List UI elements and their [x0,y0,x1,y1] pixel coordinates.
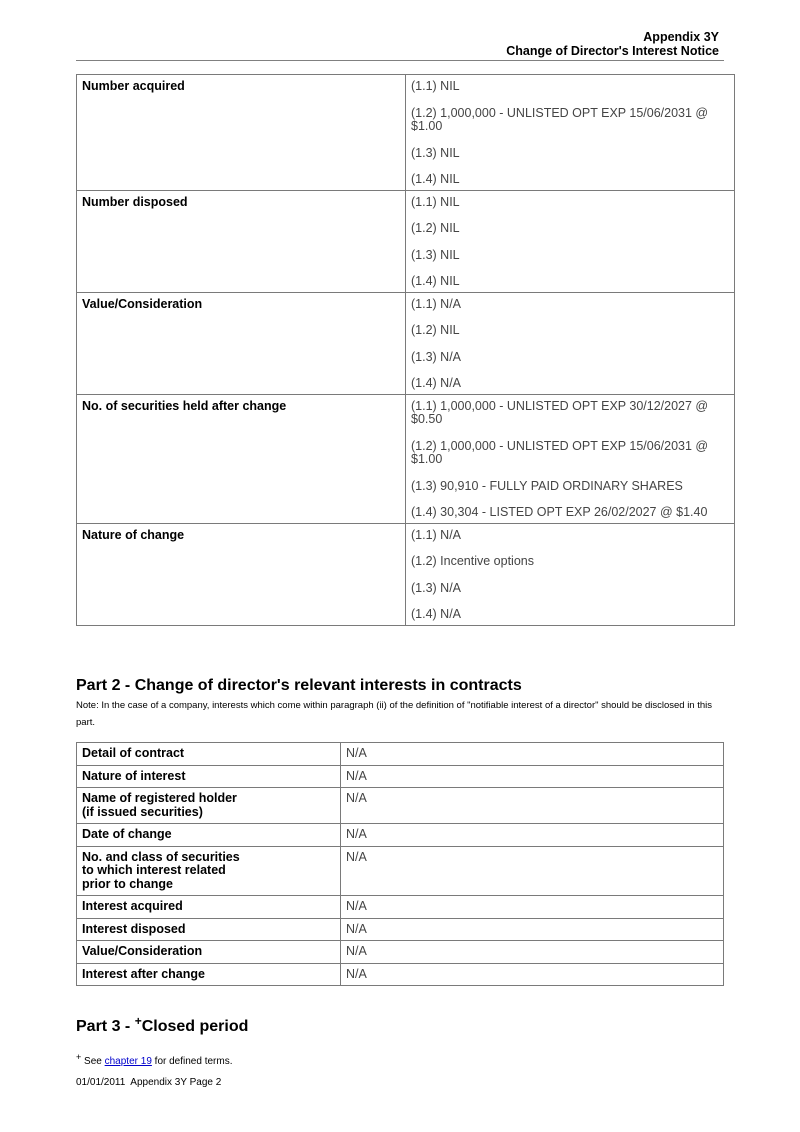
row-values [406,190,735,292]
table-row [77,394,735,523]
row-value: (1.1) NIL [411,79,460,93]
table-row [77,918,724,941]
row-label: Interest acquired [77,896,341,919]
row-value: (1.3) NIL [411,247,460,262]
row-value: (1.4) N/A [411,376,462,390]
row-value: (1.3) NIL [411,145,460,160]
table-row [77,190,735,292]
table-row [77,941,724,964]
row-value: (1.2) 1,000,000 - UNLISTED OPT EXP 15/06/2031 @ $1.00 [411,105,709,133]
part3-title [76,1014,249,1036]
row-label: Value/Consideration [77,292,406,394]
table-row [77,963,724,986]
row-value: (1.3) N/A [411,349,462,364]
row-value: N/A [341,896,724,919]
chapter-19-link[interactable]: chapter 19 [104,1056,152,1067]
row-value: (1.4) NIL [411,172,460,186]
row-label: Interest after change [77,963,341,986]
part3-plus: + [134,1014,142,1028]
page-header [506,30,719,58]
footnote [76,1052,233,1068]
row-value: N/A [341,846,724,896]
row-label: Value/Consideration [77,941,341,964]
row-value: (1.4) NIL [411,274,460,288]
row-value: (1.2) Incentive options [411,554,534,568]
table-row [77,824,724,847]
row-values [406,523,735,625]
row-value: (1.1) N/A [411,527,462,542]
part2-note: Note: In the case of a company, interests which come within paragraph (ii) of the definition of "notifiable interest of a director" should be disclosed in this part. [76,700,713,728]
footnote-before: See [81,1056,105,1067]
part1-table [76,74,735,626]
row-label: No. of securities held after change [77,394,406,523]
row-value: (1.1) NIL [411,194,460,209]
table-row [77,896,724,919]
row-value: N/A [341,824,724,847]
table-row [77,743,724,766]
row-label: Date of change [77,824,341,847]
row-value: N/A [341,765,724,788]
row-value: (1.3) 90,910 - FULLY PAID ORDINARY SHARES [411,478,683,493]
table-row [77,788,724,824]
table-row [77,523,735,625]
part3-prefix: Part 3 - [76,1018,135,1035]
row-label: Interest disposed [77,918,341,941]
row-values [406,292,735,394]
row-value: N/A [341,788,724,824]
row-value: (1.2) NIL [411,221,460,235]
footnote-after: for defined terms. [151,1056,233,1067]
part2-title: Part 2 - Change of director's relevant interests in contracts [76,677,522,694]
table-row [77,846,724,896]
row-label: Name of registered holder (if issued securities) [77,788,341,824]
row-value: N/A [341,941,724,964]
row-values [406,75,735,191]
row-label: Detail of contract [77,743,341,766]
row-value: (1.3) N/A [411,580,462,595]
row-value: (1.4) 30,304 - LISTED OPT EXP 26/02/2027 @ $1.40 [411,505,708,519]
row-value: N/A [341,743,724,766]
row-label: Number acquired [77,75,406,191]
table-row [77,292,735,394]
row-value: (1.2) NIL [411,323,460,337]
table-row [77,75,735,191]
row-value: (1.4) N/A [411,607,462,621]
row-values [406,394,735,523]
row-value: N/A [341,918,724,941]
footnote-plus: + [76,1052,82,1062]
header-appendix: Appendix 3Y [643,30,719,44]
header-divider [76,60,724,61]
part3-text: Closed period [141,1018,249,1035]
row-label: No. and class of securities to which interest related prior to change [77,846,341,896]
header-title: Change of Director's Interest Notice [506,44,719,58]
row-value: (1.1) 1,000,000 - UNLISTED OPT EXP 30/12/2027 @ $0.50 [411,398,709,426]
table-row [77,765,724,788]
row-label: Nature of interest [77,765,341,788]
part2-table [76,742,724,986]
row-label: Number disposed [77,190,406,292]
row-label: Nature of change [77,523,406,625]
row-value: N/A [341,963,724,986]
row-value: (1.2) 1,000,000 - UNLISTED OPT EXP 15/06/2031 @ $1.00 [411,438,709,466]
page-footer: 01/01/2011 Appendix 3Y Page 2 [76,1077,222,1088]
row-value: (1.1) N/A [411,296,462,311]
